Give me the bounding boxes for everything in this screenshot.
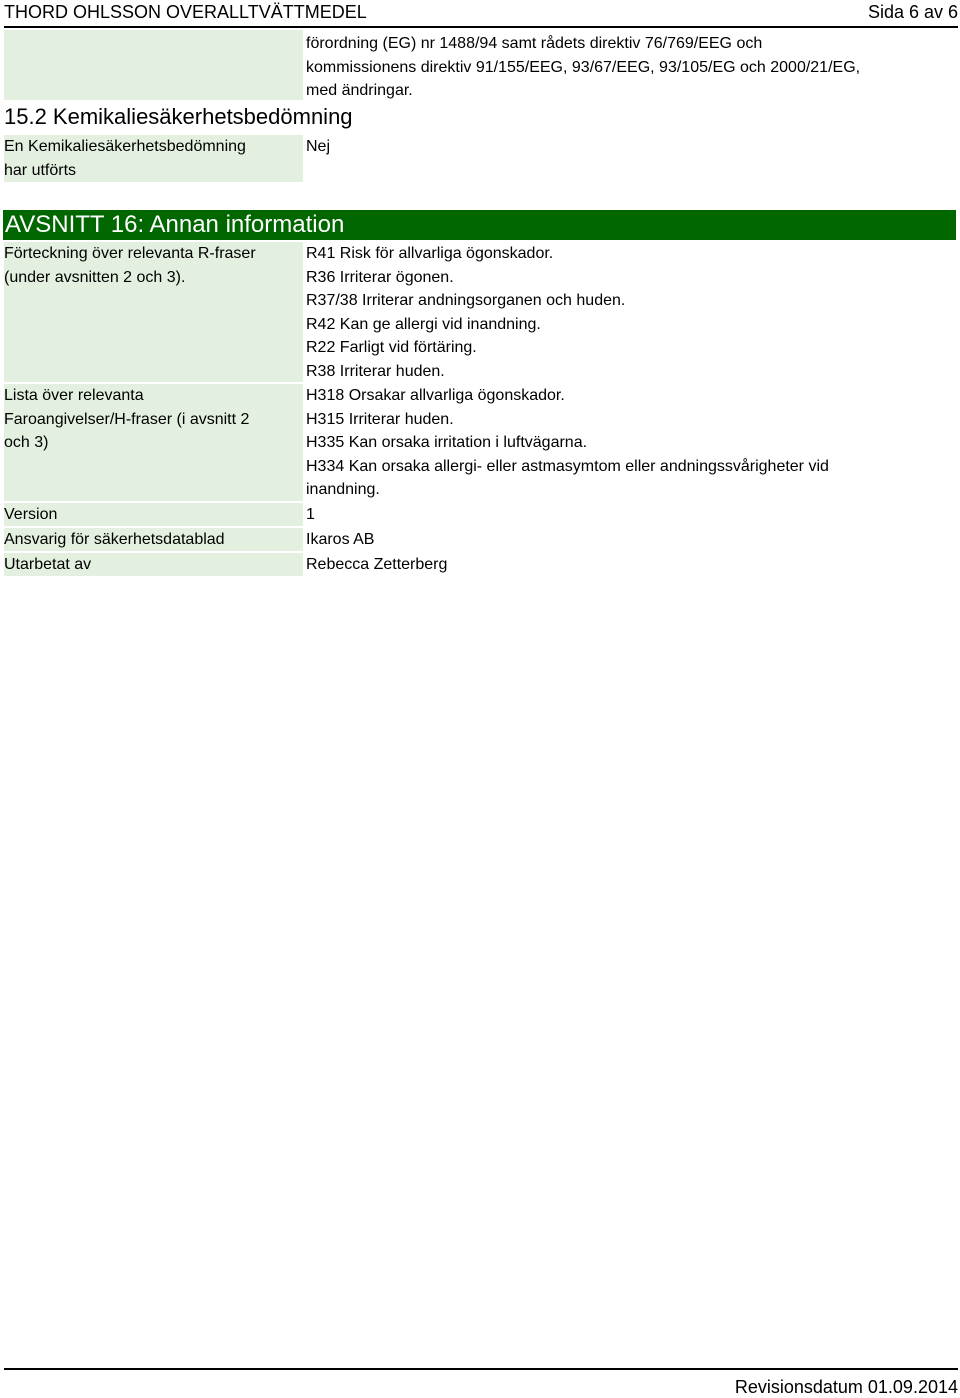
list-item: H315 Irriterar huden. — [306, 410, 454, 428]
page-header — [4, 0, 958, 28]
prepared-by-label: Utarbetat av — [4, 553, 303, 576]
regulation-line: med ändringar. — [306, 82, 413, 99]
regulation-label-cell — [4, 30, 303, 100]
section-15-2-heading: 15.2 Kemikaliesäkerhetsbedömning — [4, 104, 353, 129]
version-value: 1 — [306, 506, 315, 523]
assessment-value: Nej — [306, 138, 331, 155]
list-item: H318 Orsakar allvarliga ögonskador. — [306, 387, 565, 404]
revision-date: Revisionsdatum 01.09.2014 — [734, 1377, 958, 1397]
list-item: R37/38 Irriterar andningsorganen och huden. — [306, 292, 626, 309]
footer-divider — [4, 1368, 958, 1370]
list-item: R36 Irriterar ögonen. — [306, 268, 454, 286]
assessment-label: En Kemikaliesäkerhetsbedömning har utförts — [4, 135, 303, 182]
version-label: Version — [4, 503, 303, 526]
list-item: H334 Kan orsaka allergi- eller astmasymtom eller andningssvårigheter vid — [306, 457, 829, 475]
responsible-value: Ikaros AB — [306, 531, 375, 548]
list-item: R41 Risk för allvarliga ögonskador. — [306, 245, 554, 262]
prepared-by-value: Rebecca Zetterberg — [306, 556, 448, 573]
document-title: THORD OHLSSON OVERALLTVÄTTMEDEL — [4, 2, 367, 22]
list-item: H335 Kan orsaka irritation i luftvägarna. — [306, 434, 588, 451]
h-phrases-list — [306, 384, 946, 502]
regulation-text — [306, 32, 946, 103]
regulation-line: förordning (EG) nr 1488/94 samt rådets direktiv 76/769/EEG och — [306, 35, 763, 52]
r-phrases-list — [306, 242, 946, 383]
h-phrases-label: Lista över relevanta Faroangivelser/H-fraser (i avsnitt 2 och 3) — [4, 384, 303, 501]
r-phrases-label: Förteckning över relevanta R-fraser (under avsnitten 2 och 3). — [4, 242, 303, 382]
section-16-heading: AVSNITT 16: Annan information — [3, 210, 956, 240]
responsible-label: Ansvarig för säkerhetsdatablad — [4, 528, 303, 551]
regulation-line: kommissionens direktiv 91/155/EEG, 93/67/EEG, 93/105/EG och 2000/21/EG, — [306, 58, 861, 76]
list-item: R38 Irriterar huden. — [306, 362, 445, 380]
page-number: Sida 6 av 6 — [867, 2, 958, 22]
list-item: inandning. — [306, 481, 380, 498]
list-item: R22 Farligt vid förtäring. — [306, 339, 477, 356]
list-item: R42 Kan ge allergi vid inandning. — [306, 315, 541, 333]
